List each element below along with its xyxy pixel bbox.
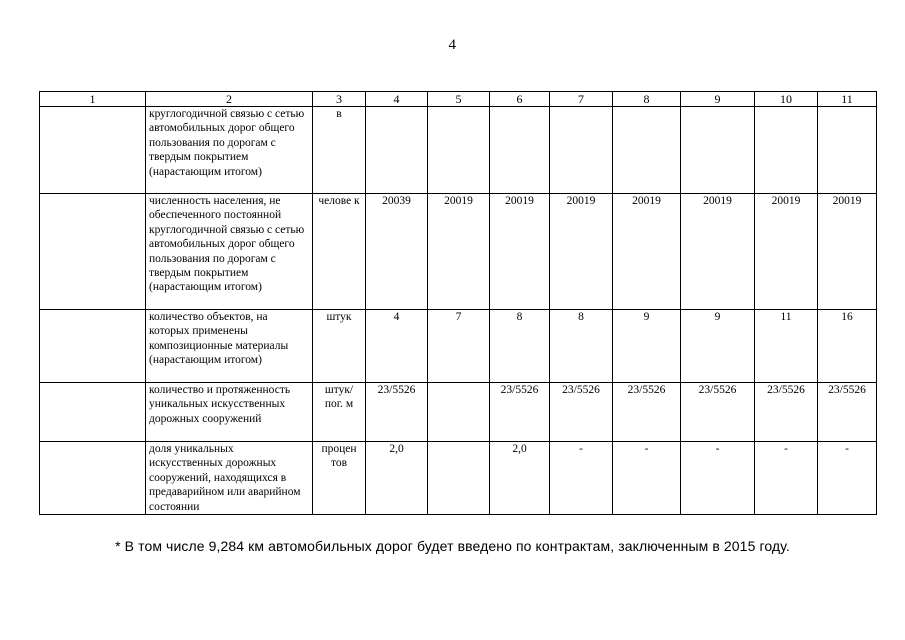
column-header: 3 [313, 92, 366, 107]
value-cell: 20019 [428, 194, 490, 310]
value-cell [428, 383, 490, 442]
unit-cell: челове к [313, 194, 366, 310]
unit-cell: в [313, 107, 366, 194]
column-header: 5 [428, 92, 490, 107]
value-cell: 20019 [755, 194, 818, 310]
unit-cell: штук/ пог. м [313, 383, 366, 442]
value-cell [613, 107, 681, 194]
table-row [40, 383, 877, 442]
value-cell [681, 107, 755, 194]
value-cell: 20019 [818, 194, 877, 310]
table-row [40, 442, 877, 515]
unit-cell: штук [313, 310, 366, 383]
value-cell: 23/5526 [755, 383, 818, 442]
value-cell: - [755, 442, 818, 515]
column-header: 1 [40, 92, 146, 107]
table-row [40, 194, 877, 310]
column-header: 11 [818, 92, 877, 107]
value-cell: 7 [428, 310, 490, 383]
value-cell [818, 107, 877, 194]
value-cell: 23/5526 [613, 383, 681, 442]
value-cell: - [550, 442, 613, 515]
footnote: * В том числе 9,284 км автомобильных дорог будет введено по контрактам, заключенным в 2015 году. [115, 538, 790, 554]
indicator-name-cell: количество объектов, на которых применены композиционные материалы (нарастающим итогом) [146, 310, 313, 383]
value-cell: - [613, 442, 681, 515]
value-cell [428, 107, 490, 194]
indicators-table [39, 91, 877, 515]
unit-cell: процен тов [313, 442, 366, 515]
value-cell: - [681, 442, 755, 515]
value-cell: 8 [550, 310, 613, 383]
page-number: 4 [448, 37, 457, 53]
value-cell: - [818, 442, 877, 515]
value-cell: 11 [755, 310, 818, 383]
row-number-cell [40, 194, 146, 310]
value-cell: 20019 [550, 194, 613, 310]
indicator-name-cell: доля уникальных искусственных дорожных сооружений, находящихся в предаварийном или аварийном состоянии [146, 442, 313, 515]
value-cell: 20039 [366, 194, 428, 310]
row-number-cell [40, 383, 146, 442]
column-header: 4 [366, 92, 428, 107]
value-cell: 23/5526 [818, 383, 877, 442]
row-number-cell [40, 310, 146, 383]
value-cell [490, 107, 550, 194]
column-header: 7 [550, 92, 613, 107]
value-cell: 9 [681, 310, 755, 383]
indicator-name-cell: численность населения, не обеспеченного постоянной круглогодичной связью с сетью автомобильных дорог общего пользования по дорогам с твердым покрытием (нарастающим итогом) [146, 194, 313, 310]
value-cell: 20019 [490, 194, 550, 310]
value-cell: 2,0 [490, 442, 550, 515]
value-cell: 23/5526 [366, 383, 428, 442]
value-cell: 16 [818, 310, 877, 383]
value-cell: 23/5526 [681, 383, 755, 442]
table-row [40, 107, 877, 194]
value-cell [366, 107, 428, 194]
indicator-name-cell: количество и протяженность уникальных искусственных дорожных сооружений [146, 383, 313, 442]
value-cell [755, 107, 818, 194]
header-row [40, 92, 877, 107]
table-row [40, 310, 877, 383]
value-cell: 20019 [681, 194, 755, 310]
column-header: 10 [755, 92, 818, 107]
value-cell: 8 [490, 310, 550, 383]
column-header: 8 [613, 92, 681, 107]
value-cell: 9 [613, 310, 681, 383]
column-header: 2 [146, 92, 313, 107]
indicator-name-cell: круглогодичной связью с сетью автомобильных дорог общего пользования по дорогам с твердым покрытием (нарастающим итогом) [146, 107, 313, 194]
value-cell [428, 442, 490, 515]
value-cell: 20019 [613, 194, 681, 310]
row-number-cell [40, 107, 146, 194]
column-header: 9 [681, 92, 755, 107]
value-cell: 2,0 [366, 442, 428, 515]
value-cell [550, 107, 613, 194]
row-number-cell [40, 442, 146, 515]
value-cell: 4 [366, 310, 428, 383]
value-cell: 23/5526 [490, 383, 550, 442]
value-cell: 23/5526 [550, 383, 613, 442]
column-header: 6 [490, 92, 550, 107]
